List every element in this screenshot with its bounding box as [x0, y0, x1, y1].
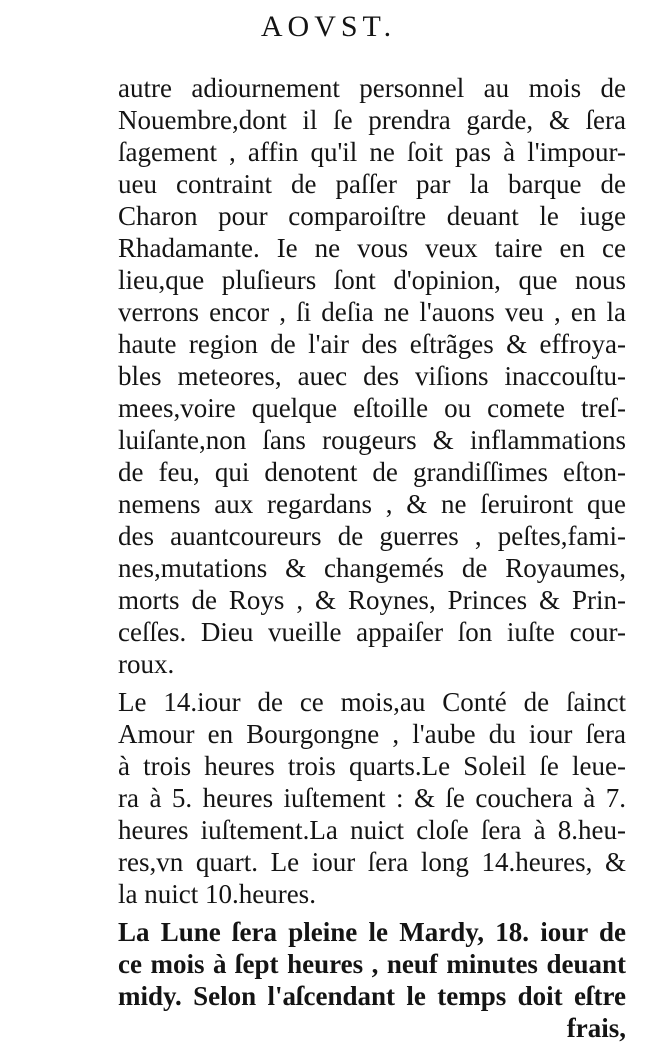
text-line: ueu contraint de paſſer par la barque de	[118, 169, 626, 199]
text-line: des auantcoureurs de guerres , peſtes,fami-	[118, 521, 626, 551]
text-line: morts de Roys , & Roynes, Princes & Prin-	[118, 585, 626, 615]
text-line: la nuict 10.heures.	[118, 879, 316, 909]
text-line: Le 14.iour de ce mois,au Conté de ſainct	[118, 687, 626, 717]
text-line: ceſſes. Dieu vueille appaiſer ſon iuſte cour-	[118, 617, 626, 647]
text-line: nes,mutations & changemés de Royaumes,	[118, 553, 626, 583]
text-line: luiſante,non ſans rougeurs & inflammations	[118, 425, 626, 455]
text-line: Rhadamante. Ie ne vous veux taire en ce	[118, 233, 626, 263]
text-line: autre adiournement personnel au mois de	[118, 73, 626, 103]
text-line: res,vn quart. Le iour ſera long 14.heures, &	[118, 847, 626, 877]
text-line: La Lune ſera pleine le Mardy, 18. iour de	[118, 917, 626, 947]
text-line: Amour en Bourgongne , l'aube du iour ſera	[118, 719, 626, 749]
text-line: de feu, qui denotent de grandiſſimes eſton-	[118, 457, 626, 487]
text-line: ſagement , affin qu'il ne ſoit pas à l'impour-	[118, 137, 626, 167]
body-text	[118, 72, 626, 1044]
catchword: frais,	[566, 1013, 626, 1043]
text-line: mees,voire quelque eſtoille ou comete treſ-	[118, 393, 626, 423]
text-line: ce mois à ſept heures , neuf minutes deuant	[118, 949, 626, 979]
text-line: heures iuſtement.La nuict cloſe ſera à 8.heu-	[118, 815, 626, 845]
text-line: ra à 5. heures iuſtement : & ſe couchera à 7.	[118, 783, 626, 813]
text-line: haute region de l'air des eſtrãges & effroya-	[118, 329, 626, 359]
text-line: Nouembre,dont il ſe prendra garde, & ſera	[118, 105, 626, 135]
text-line: Charon pour comparoiſtre deuant le iuge	[118, 201, 626, 231]
text-line: verrons encor , ſi deſia ne l'auons veu , en la	[118, 297, 626, 327]
text-line: lieu,que pluſieurs ſont d'opinion, que nous	[118, 265, 626, 295]
text-line: roux.	[118, 649, 175, 679]
text-line: midy. Selon l'aſcendant le temps doit eſtre	[118, 981, 626, 1011]
running-title: AOVST.	[260, 10, 397, 43]
text-line: nemens aux regardans , & ne ſeruiront que	[118, 489, 626, 519]
text-line: à trois heures trois quarts.Le Soleil ſe leue-	[118, 751, 626, 781]
text-line: bles meteores, auec des viſions inaccouſtu-	[118, 361, 626, 391]
